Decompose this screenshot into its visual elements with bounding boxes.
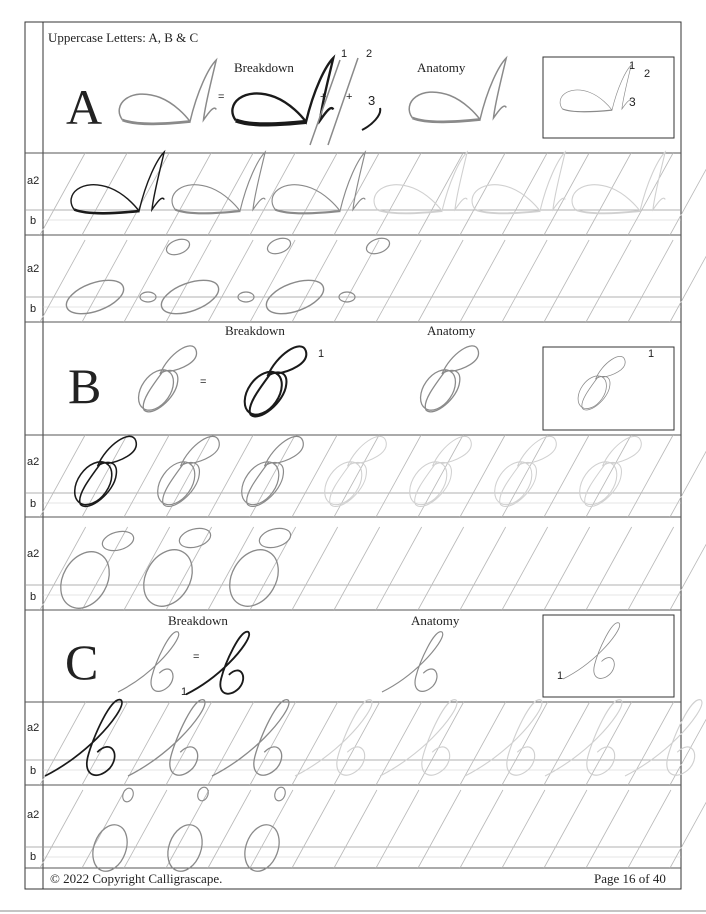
letter-c-stroke — [625, 700, 702, 776]
c-ghost-letter — [380, 700, 457, 776]
letter-c-stroke — [465, 700, 542, 776]
b-stroke-number-1: 1 — [318, 348, 325, 360]
b-oval-drill — [134, 541, 202, 615]
b-ghost-letter — [487, 436, 556, 511]
letter-a-stroke — [572, 152, 665, 211]
slant-guide-line — [460, 527, 506, 610]
row-label-a2: a2 — [27, 809, 40, 821]
row-label-a2: a2 — [27, 548, 40, 560]
row-label-b: b — [30, 215, 37, 227]
c-top-oval-drill — [196, 786, 210, 803]
a-breakdown-cross — [362, 108, 380, 130]
slant-guide-line — [292, 702, 338, 785]
slant-guide-line — [250, 240, 295, 322]
slant-guide-line — [292, 790, 335, 868]
b-top-oval-drill — [257, 525, 293, 551]
footer-copyright: © 2022 Copyright Calligrascape. — [50, 871, 223, 886]
slant-guide-line — [670, 240, 706, 322]
letter-b-stroke — [330, 436, 387, 506]
slant-guide-line — [376, 527, 422, 610]
slant-guide-line — [166, 527, 212, 610]
letter-a-stroke — [472, 152, 565, 211]
row-label-a2: a2 — [27, 456, 40, 468]
a-anatomy-number-1: 1 — [629, 60, 636, 72]
b-top-oval-drill — [100, 528, 136, 554]
slant-guide-line — [544, 435, 589, 517]
row-label-a2: a2 — [27, 263, 40, 275]
letter-c-stroke — [186, 632, 249, 695]
slant-guide-line — [418, 240, 463, 322]
slant-guide-line — [124, 240, 169, 322]
a-top-oval-drill — [265, 235, 292, 256]
slant-guide-line — [460, 240, 505, 322]
a-practice-letter — [71, 152, 164, 213]
b-oval-drill — [220, 541, 288, 615]
b-breakdown-stroke — [237, 346, 306, 421]
a-example-letter — [119, 60, 216, 124]
slant-guide-line — [40, 790, 83, 868]
slant-guide-line — [502, 790, 545, 868]
a-practice-letter — [172, 152, 265, 213]
c-stroke-number-1: 1 — [181, 686, 188, 698]
letter-a-swell — [236, 120, 306, 124]
b-anatomy-diagram-box — [543, 347, 674, 430]
slant-guide-line — [670, 153, 706, 235]
c-top-oval-drill — [121, 787, 135, 804]
slant-guide-line — [292, 527, 338, 610]
c-anatomy-label: Anatomy — [411, 613, 460, 628]
slant-guide-line — [460, 702, 506, 785]
letter-b-stroke — [250, 346, 307, 416]
slant-guide-line — [208, 702, 254, 785]
b-practice-letter — [234, 436, 303, 511]
c-breakdown-label: Breakdown — [168, 613, 228, 628]
slant-guide-line — [334, 240, 379, 322]
b-oval-drill — [51, 543, 119, 617]
slant-guide-line — [376, 702, 422, 785]
slant-guide-line — [208, 527, 254, 610]
letter-a-stroke — [560, 65, 631, 110]
c-anatomy-diagram-box — [543, 615, 674, 697]
slant-guide-line — [502, 153, 547, 235]
b-equals-sign: = — [200, 376, 207, 388]
slant-guide-line — [586, 702, 632, 785]
slant-guide-line — [544, 153, 589, 235]
a-anatomy-diagram-box — [543, 57, 674, 138]
slant-guide-line — [124, 153, 169, 235]
slant-guide-line — [670, 435, 706, 517]
slant-guide-line — [502, 240, 547, 322]
a-anatomy-number-2: 2 — [644, 68, 651, 80]
b-anatomy-diagram — [572, 356, 625, 413]
a-plus-sign-2: + — [346, 91, 353, 103]
slant-guide-line — [124, 702, 170, 785]
a-stroke-number-1: 1 — [341, 48, 348, 60]
b-top-oval-drill — [177, 525, 213, 551]
slant-guide-line — [208, 240, 253, 322]
slant-guide-line — [40, 435, 85, 517]
slant-guide-line — [460, 790, 503, 868]
letter-a-stroke — [119, 60, 216, 122]
slant-guide-line — [586, 240, 631, 322]
letter-b-stroke — [585, 436, 642, 506]
slant-guide-line — [82, 527, 128, 610]
letter-b-stroke — [500, 436, 557, 506]
slant-guide-line — [334, 790, 377, 868]
a-anatomy-number-3: 3 — [629, 95, 636, 109]
slant-guide-line — [544, 790, 587, 868]
slant-guide-line — [376, 240, 421, 322]
c-practice-letter — [45, 700, 122, 776]
c-ghost-letter — [545, 700, 622, 776]
c-ghost-letter — [465, 700, 542, 776]
b-anatomy-letter — [413, 346, 478, 417]
letter-b-stroke — [582, 356, 625, 410]
c-top-oval-drill — [273, 786, 287, 803]
a-stroke-number-2: 2 — [366, 48, 373, 60]
slant-guide-line — [544, 240, 589, 322]
slant-guide-line — [40, 153, 85, 235]
c-breakdown-stroke — [186, 632, 249, 695]
slant-guide-line — [376, 790, 419, 868]
a-breakdown-label: Breakdown — [234, 60, 294, 75]
slant-guide-line — [586, 790, 629, 868]
a-plus-sign-1: + — [320, 91, 327, 103]
letter-c-heading: C — [65, 634, 99, 690]
slant-guide-line — [670, 527, 706, 610]
slant-guide-line — [628, 435, 673, 517]
slant-guide-line — [292, 153, 337, 235]
row-label-a2: a2 — [27, 175, 40, 187]
a-anatomy-label: Anatomy — [417, 60, 466, 75]
slant-guide-line — [628, 240, 673, 322]
letter-a-heading: A — [66, 79, 103, 135]
slant-guide-line — [544, 527, 590, 610]
c-anatomy-letter — [382, 632, 443, 692]
letter-b-heading: B — [68, 358, 102, 414]
slant-guide-line — [586, 153, 631, 235]
slant-guide-line — [418, 790, 461, 868]
b-ghost-letter — [402, 436, 471, 511]
a-stroke-number-3: 3 — [368, 93, 376, 108]
c-example-letter — [118, 632, 179, 692]
letter-a-swell — [123, 120, 191, 124]
footer-page-number: Page 16 of 40 — [594, 871, 666, 886]
a-equals-sign: = — [218, 91, 225, 103]
letter-a-swell — [563, 109, 613, 112]
letter-b-stroke — [80, 436, 137, 506]
letter-c-stroke — [212, 700, 289, 776]
row-label-b: b — [30, 498, 37, 510]
row-label-b: b — [30, 765, 37, 777]
b-anatomy-number-1: 1 — [648, 348, 655, 360]
letter-c-stroke — [382, 632, 443, 692]
letter-c-stroke — [563, 623, 620, 679]
b-practice-letter — [150, 436, 219, 511]
slant-guide-line — [124, 790, 167, 868]
b-anatomy-label: Anatomy — [427, 323, 476, 338]
letter-a-stroke — [374, 152, 467, 211]
row-label-b: b — [30, 303, 37, 315]
slant-guide-line — [166, 153, 211, 235]
letter-b-stroke — [425, 346, 478, 412]
letter-a-swell — [413, 118, 481, 122]
letter-b-stroke — [143, 346, 196, 412]
slant-guide-line — [586, 527, 632, 610]
letter-c-stroke — [118, 632, 179, 692]
slant-guide-line — [418, 435, 463, 517]
slant-guide-line — [502, 527, 548, 610]
row-label-b: b — [30, 851, 37, 863]
slant-guide-line — [670, 702, 706, 785]
slant-guide-line — [376, 153, 421, 235]
a-ghost-letter — [374, 152, 467, 213]
slant-guide-line — [40, 240, 85, 322]
slant-guide-line — [628, 153, 673, 235]
slant-guide-line — [460, 153, 505, 235]
b-breakdown-label: Breakdown — [225, 323, 285, 338]
c-practice-letter — [128, 700, 205, 776]
slant-guide-line — [40, 702, 86, 785]
slant-guide-line — [334, 527, 380, 610]
row-label-b: b — [30, 591, 37, 603]
a-top-oval-drill — [364, 235, 391, 256]
slant-guide-line — [670, 790, 706, 868]
c-practice-letter — [212, 700, 289, 776]
a-top-oval-drill — [164, 236, 191, 257]
b-ghost-letter — [317, 436, 386, 511]
letter-c-stroke — [545, 700, 622, 776]
letter-c-stroke — [380, 700, 457, 776]
slant-guide-line — [418, 527, 464, 610]
letter-c-stroke — [45, 700, 122, 776]
slant-guide-line — [628, 790, 671, 868]
row-label-a2: a2 — [27, 722, 40, 734]
c-equals-sign: = — [193, 651, 200, 663]
slant-guide-line — [208, 153, 253, 235]
a-anatomy-diagram — [560, 65, 631, 112]
slant-guide-line — [628, 527, 674, 610]
slant-guide-line — [334, 435, 379, 517]
c-anatomy-diagram — [563, 623, 620, 679]
page-title: Uppercase Letters: A, B & C — [48, 30, 199, 45]
slant-guide-line — [166, 790, 209, 868]
b-example-letter — [131, 346, 196, 417]
letter-a-stroke — [172, 152, 265, 211]
c-anatomy-number-1: 1 — [557, 670, 564, 682]
letter-c-stroke — [128, 700, 205, 776]
letter-a-stroke — [272, 152, 365, 211]
c-ghost-letter — [625, 700, 702, 776]
a-ghost-letter — [572, 152, 665, 213]
b-practice-letter — [67, 436, 136, 511]
slant-guide-line — [628, 702, 674, 785]
letter-a-stroke — [71, 152, 164, 211]
slant-guide-line — [460, 435, 505, 517]
